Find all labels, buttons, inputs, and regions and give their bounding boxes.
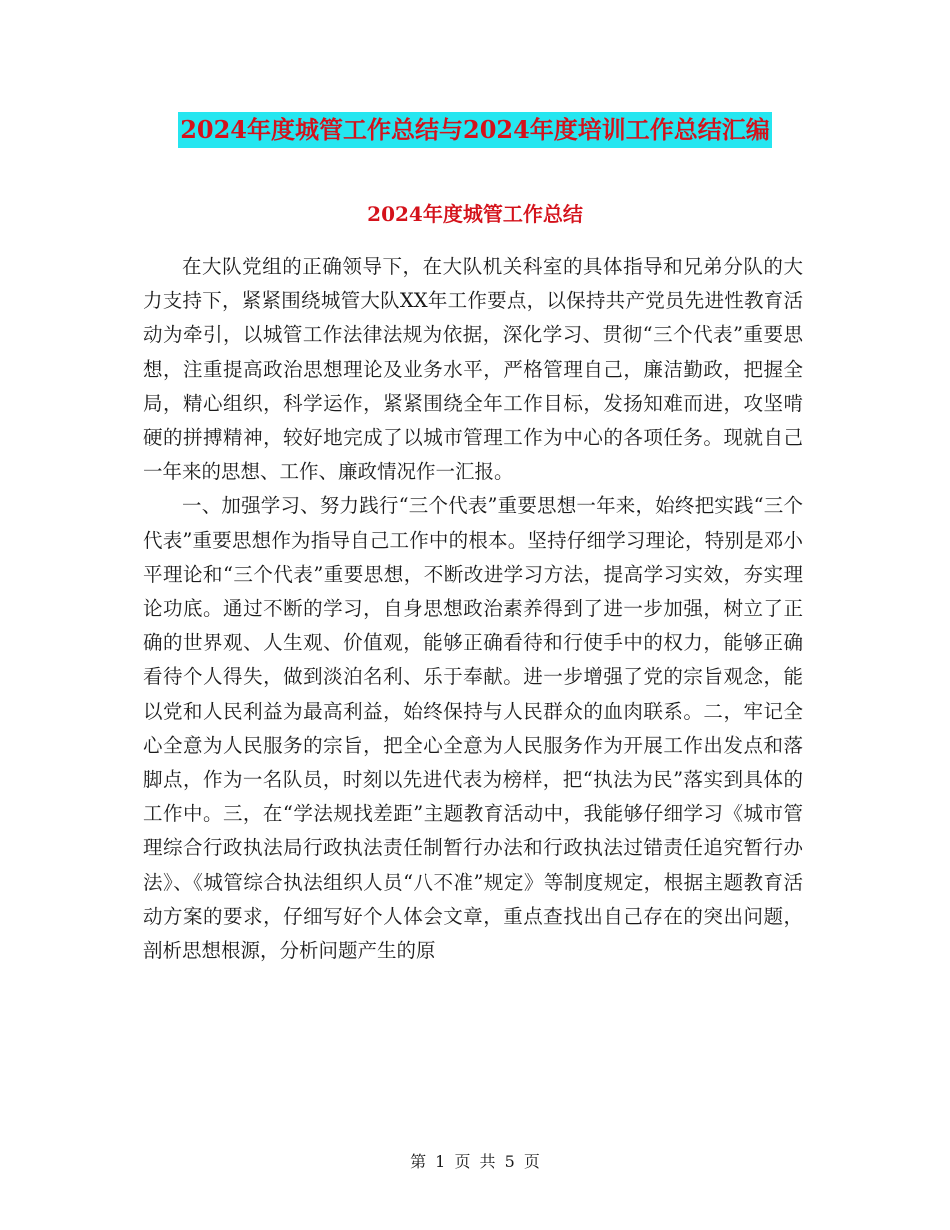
paragraph: 在大队党组的正确领导下，在大队机关科室的具体指导和兄弟分队的大力支持下，紧紧围绕城管大队XX年工作要点，以保持共产党员先进性教育活动为牵引，以城管工作法律法规为依据，深化学习、贯彻“三个代表”重要思想，注重提高政治思想理论及业务水平，严格管理自己，廉洁勤政，把握全局，精心组织，科学运作，紧紧围绕全年工作目标，发扬知难而进，攻坚啃硬的拼搏精神，较好地完成了以城市管理工作为中心的各项任务。现就自己一年来的思想、工作、廉政情况作一汇报。 — [143, 255, 803, 484]
section-title: 2024年度城管工作总结 — [367, 202, 583, 226]
paragraph: 一、加强学习、努力践行“三个代表”重要思想一年来，始终把实践“三个代表”重要思想作为指导自己工作中的根本。坚持仔细学习理论，特别是邓小平理论和“三个代表”重要思想，不断改进学习方法，提高学习实效，夯实理论功底。通过不断的学习，自身思想政治素养得到了进一步加强，树立了正确的世界观、人生观、价值观，能够正确看待和行使手中的权力，能够正确看待个人得失，做到淡泊名利、乐于奉献。进一步增强了党的宗旨观念，能以党和人民利益为最高利益，始终保持与人民群众的血肉联系。二，牢记全心全意为人民服务的宗旨，把全心全意为人民服务作为开展工作出发点和落脚点，作为一名队员，时刻以先进代表为榜样，把“执法为民”落实到具体的工作中。三，在“学法规找差距”主题教育活动中，我能够仔细学习《城市管理综合行政执法局行政执法责任制暂行办法和行政执法过错责任追究暂行办法》、《城管综合执法组织人员“八不准”规定》等制度规定，根据主题教育活动方案的要求，仔细写好个人体会文章，重点查找出自己存在的突出问题，剖析思想根源，分析问题产生的原 — [143, 494, 803, 963]
document-title: 2024年度城管工作总结与2024年度培训工作总结汇编 — [178, 112, 772, 148]
document-title-container — [0, 112, 950, 148]
document-body — [143, 220, 803, 968]
page-footer: 第 1 页 共 5 页 — [410, 1152, 540, 1171]
